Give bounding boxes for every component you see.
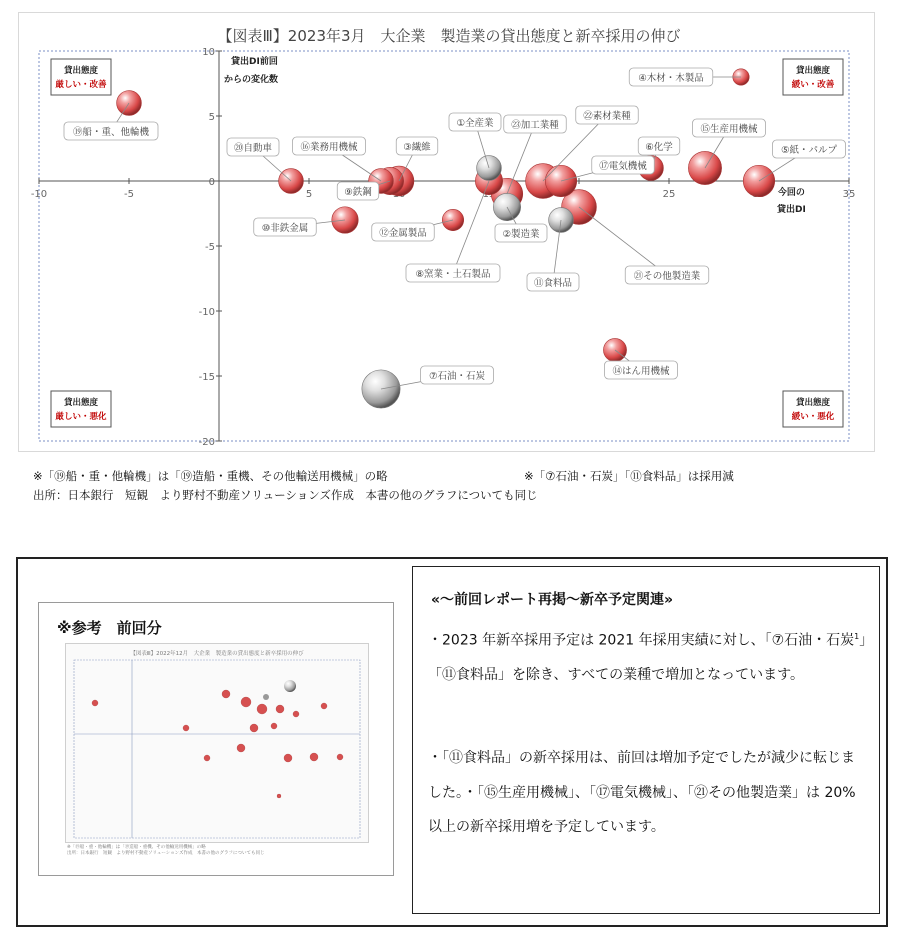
thumbnail-title: ※参考 前回分 — [57, 619, 162, 637]
x-tick-label: -10 — [30, 189, 48, 200]
y-tick-label: -20 — [198, 437, 215, 448]
data-label: ⑰電気機械 — [599, 161, 647, 172]
data-label: ⑮生産用機械 — [700, 124, 758, 135]
quadrant-label-line1: 貸出態度 — [795, 66, 831, 76]
hiring-decrease-note: ※「⑦石油・石炭」「⑪食料品」は採用減 — [524, 469, 734, 483]
data-label: ④木材・木製品 — [638, 73, 704, 84]
quadrant-label-line1: 貸出態度 — [63, 66, 99, 76]
y-tick-label: 10 — [202, 47, 215, 58]
footnote-marker: 1 — [854, 632, 860, 641]
data-label: ⑫金属製品 — [379, 228, 427, 239]
quadrant-label-line2: 厳しい・悪化 — [55, 412, 107, 422]
previous-report-text — [412, 566, 880, 914]
x-axis-title-line2: 貸出DI — [776, 205, 806, 215]
x-tick-label: 35 — [842, 189, 856, 200]
x-tick-label: 5 — [305, 189, 313, 200]
y-axis-title-line1: 貸出DI前回 — [231, 57, 278, 67]
leader-line — [579, 207, 667, 275]
chart-frame — [18, 12, 875, 452]
quadrant-label-line2: 緩い・改善 — [791, 80, 835, 90]
thumbnail-chart-title: 【図表Ⅲ】2022年12月 大企業 製造業の貸出態度と新卒採用の伸び — [130, 651, 304, 657]
source-note: 出所：日本銀行 短観 より野村不動産ソリューションズ作成 本書の他のグラフについても同じ — [33, 488, 538, 502]
data-label: ⑯業務用機械 — [300, 142, 358, 153]
thumbnail-note-2: 出所：日本銀行 短観 より野村不動産ソリューションズ作成 本書の他のグラフについても同じ — [67, 851, 265, 856]
quadrant-label-bottom-left — [51, 391, 111, 427]
quadrant-label-line2: 緩い・悪化 — [791, 412, 835, 422]
quadrant-label-line1: 貸出態度 — [795, 398, 831, 408]
paragraph-1 — [428, 620, 868, 693]
y-tick-label: 0 — [208, 177, 215, 188]
previous-report-thumbnail — [38, 602, 394, 876]
y-tick-label: 5 — [208, 112, 215, 123]
quadrant-label-line1: 貸出態度 — [63, 398, 99, 408]
data-label: ⑳自動車 — [233, 143, 273, 154]
thumbnail-note-1: ※「⑲船・重・他輪機」は「⑲造船・重機、その他輸送用機械」の略 — [67, 845, 206, 850]
data-label: ③繊維 — [403, 142, 431, 153]
bubble-chart — [19, 13, 874, 451]
data-label: ⑪食料品 — [533, 278, 573, 289]
data-label: ⑩非鉄金属 — [261, 223, 309, 234]
data-label: ㉓加工業種 — [511, 120, 559, 131]
y-tick-label: -15 — [198, 372, 215, 383]
quadrant-label-top-right — [783, 59, 843, 95]
y-tick-label: -10 — [198, 307, 215, 318]
x-tick-label: -5 — [124, 189, 134, 200]
abbreviation-note: ※「⑲船・重・他輪機」は「⑲造船・重機、その他輸送用機械」の略 — [33, 469, 388, 483]
quadrant-label-line2: 厳しい・改善 — [55, 80, 107, 90]
thumbnail-notes — [67, 845, 367, 857]
quadrant-label-bottom-right — [783, 391, 843, 427]
y-tick-label: -5 — [205, 242, 215, 253]
paragraph-1-part-b: 」「⑪食料品」を除き、すべての業種で増加となっています。 — [428, 632, 867, 684]
data-label: ㉑その他製造業 — [633, 271, 701, 282]
data-label: ①全産業 — [456, 118, 494, 129]
y-axis-title-line2: からの変化数 — [224, 75, 279, 86]
data-label: ㉒素材業種 — [583, 111, 631, 122]
paragraph-1-part-a: ・2023 年新卒採用予定は 2021 年採用実績に対し、「⑦石油・石炭 — [428, 632, 855, 649]
quadrant-label-top-left — [51, 59, 111, 95]
data-label: ⑤紙・パルプ — [780, 145, 838, 156]
data-label: ⑦石油・石炭 — [428, 371, 486, 382]
data-label: ⑭はん用機械 — [612, 366, 670, 377]
data-label: ⑲船・重、他輪機 — [72, 127, 150, 138]
data-label: ⑥化学 — [645, 142, 673, 153]
data-label: ⑧窯業・土石製品 — [415, 269, 491, 280]
data-label: ⑨鉄鋼 — [344, 187, 372, 198]
text-heading: «〜前回レポート再掲〜新卒予定関連» — [431, 592, 674, 608]
chart-title: 【図表Ⅲ】2023年3月 大企業 製造業の貸出態度と新卒採用の伸び — [217, 27, 681, 45]
reference-box — [16, 557, 888, 927]
x-tick-label: 25 — [662, 189, 676, 200]
x-axis-title-line1: 今回の — [777, 188, 805, 198]
thumbnail-chart — [65, 643, 369, 843]
data-label: ②製造業 — [502, 229, 540, 240]
paragraph-2: ・「⑪食料品」の新卒採用は、前回は増加予定でしたが減少に転じました。・「⑮生産用機械」、「⑰電気機械」、「㉑その他製造業」は 20%以上の新卒採用増を予定しています。 — [428, 750, 856, 835]
